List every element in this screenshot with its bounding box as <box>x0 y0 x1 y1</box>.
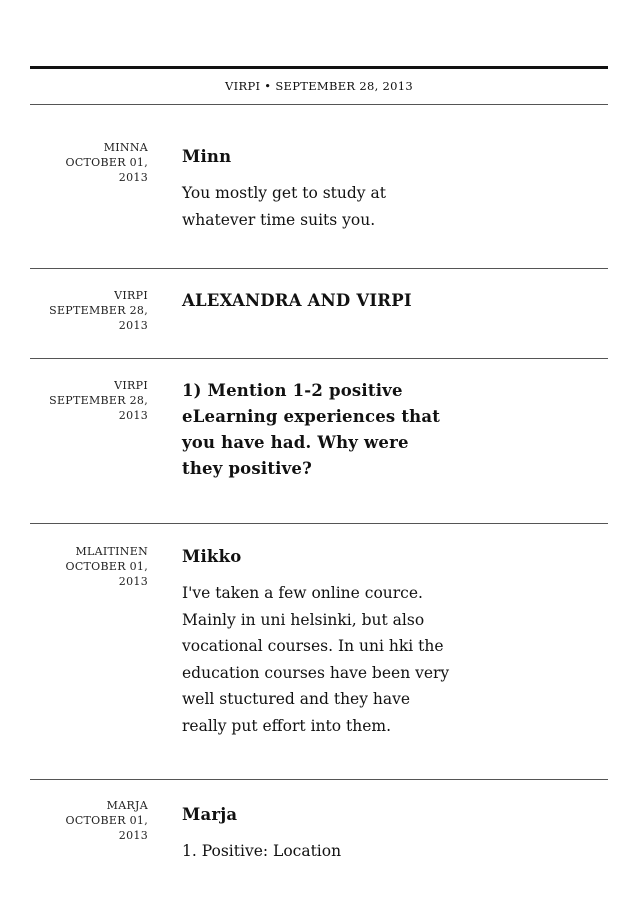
body-line: vocational courses. In uni hki the <box>182 637 444 655</box>
comment-meta <box>30 140 148 185</box>
comment-content <box>182 288 472 314</box>
comment-meta <box>30 798 148 843</box>
title-line: eLearning experiences that <box>182 407 441 426</box>
comment-title: Mikko <box>182 547 242 566</box>
body-line: education courses have been very <box>182 663 450 682</box>
comment-meta <box>30 378 148 423</box>
comment-year: 2013 <box>118 575 148 588</box>
divider <box>30 523 608 524</box>
comment-year: 2013 <box>118 409 148 422</box>
divider <box>30 268 608 269</box>
body-line: 1. Positive: Location <box>182 842 342 860</box>
comment-content <box>182 378 472 482</box>
post-meta-header: VIRPI • SEPTEMBER 28, 2013 <box>225 79 413 93</box>
comment-title: Marja <box>182 805 238 824</box>
comment-date: SEPTEMBER 28, <box>49 394 148 407</box>
divider <box>30 779 608 780</box>
comment-author: MLAITINEN <box>75 545 148 558</box>
comment-body <box>182 180 472 233</box>
comment-year: 2013 <box>118 319 148 332</box>
comment-year: 2013 <box>118 171 148 184</box>
comment-author: MARJA <box>106 799 148 812</box>
comment-title: Minn <box>182 147 232 166</box>
comment-author: VIRPI <box>114 379 148 392</box>
question-title <box>182 378 472 482</box>
comment-meta <box>30 544 148 589</box>
comment-content <box>182 802 472 865</box>
comment-date: OCTOBER 01, <box>65 156 148 169</box>
body-line: whatever time suits you. <box>182 210 376 229</box>
body-line: well stuctured and they have <box>182 690 411 708</box>
body-line: You mostly get to study at <box>182 184 386 202</box>
comment-date: OCTOBER 01, <box>65 560 148 573</box>
comment-body <box>182 838 472 865</box>
comment-date: SEPTEMBER 28, <box>49 304 148 317</box>
comment-content <box>182 544 472 739</box>
comment-meta <box>30 288 148 333</box>
body-line: Mainly in uni helsinki, but also <box>182 610 425 629</box>
comment-content <box>182 144 472 233</box>
body-line: really put effort into them. <box>182 716 392 735</box>
top-rule <box>30 66 608 69</box>
comment-title: ALEXANDRA AND VIRPI <box>182 291 412 310</box>
body-line: I've taken a few online cource. <box>182 584 423 602</box>
comment-author: MINNA <box>103 141 148 154</box>
comment-year: 2013 <box>118 829 148 842</box>
title-line: they positive? <box>182 459 312 478</box>
title-line: you have had. Why were <box>182 433 409 452</box>
comment-date: OCTOBER 01, <box>65 814 148 827</box>
divider <box>30 358 608 359</box>
comment-author: VIRPI <box>114 289 148 302</box>
comment-body <box>182 580 472 739</box>
divider <box>30 104 608 105</box>
title-line: 1) Mention 1-2 positive <box>182 381 403 400</box>
